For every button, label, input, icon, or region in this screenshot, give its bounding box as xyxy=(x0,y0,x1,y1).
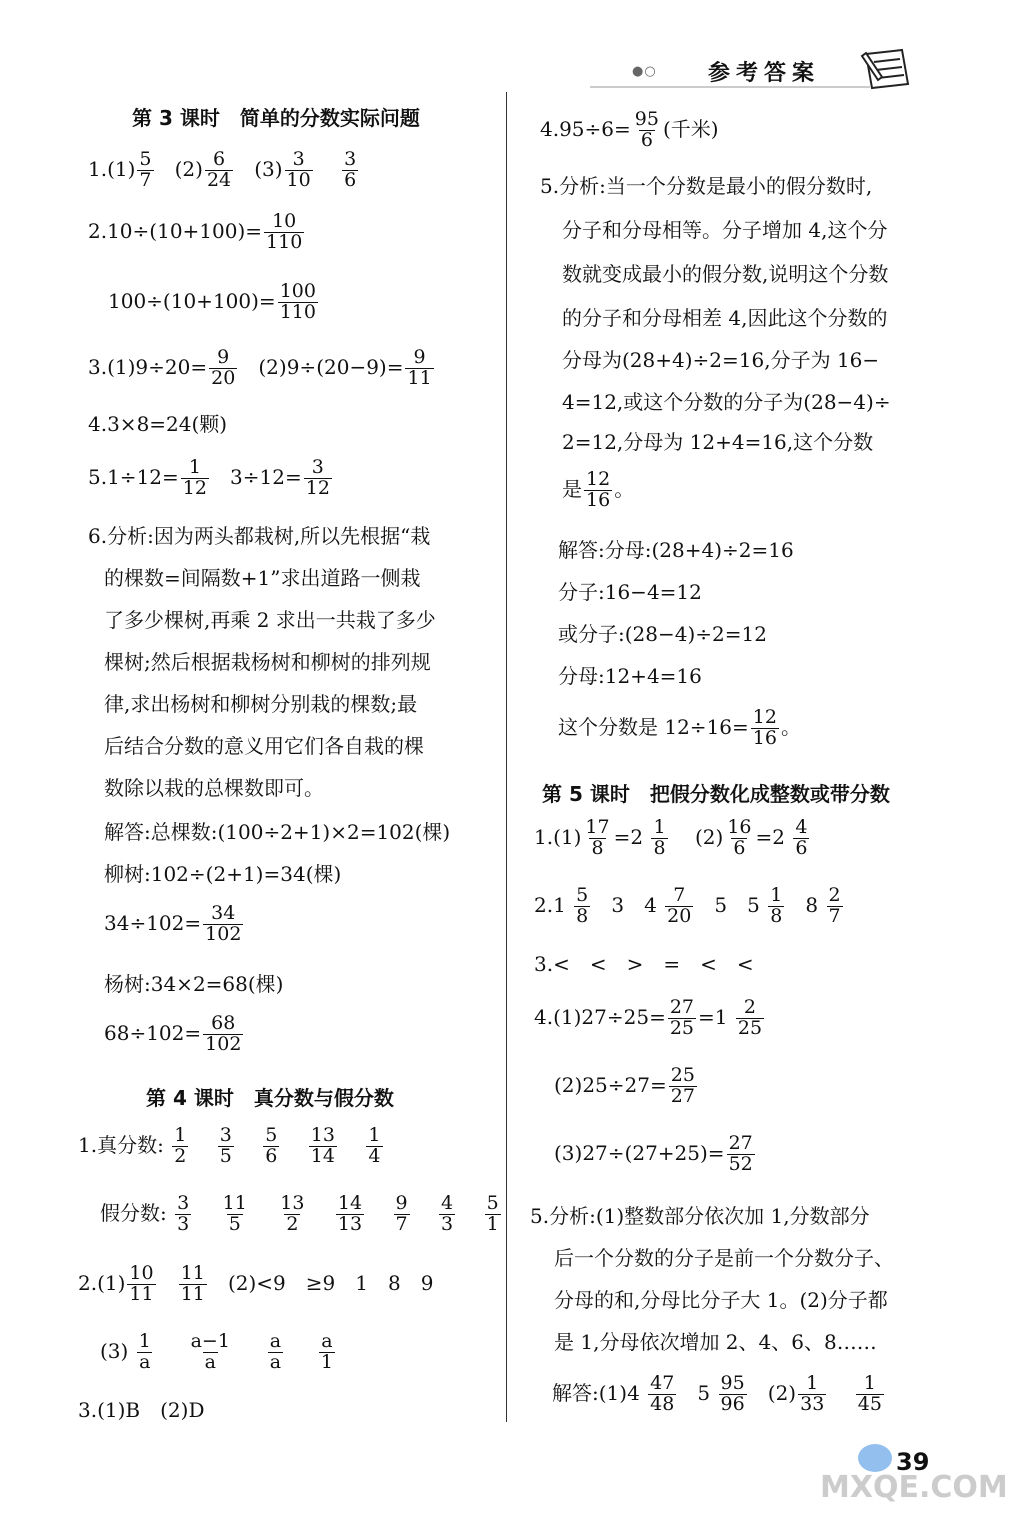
fraction: $\frac{3}{12}$ xyxy=(305,456,330,499)
analysis-line: 的棵数=间隔数+1”求出道路一侧栽 xyxy=(104,566,421,590)
s4-answer-3: 3.(1)B (2)D xyxy=(78,1398,205,1422)
solution-line: 这个分数是 12÷16= $\frac{12}{16}$ 。 xyxy=(558,706,801,749)
fraction: $\frac{4}{6}$ xyxy=(795,816,808,859)
section-title-lesson3: 第 3 课时 简单的分数实际问题 xyxy=(132,106,420,130)
analysis-line: 4=12,或这个分数的分子为(28−4)÷ xyxy=(562,390,891,414)
fraction: $\frac{13}{2}$ xyxy=(280,1192,305,1235)
fraction: $\frac{4}{3}$ xyxy=(441,1192,454,1235)
fraction: $\frac{5}{8}$ xyxy=(576,884,589,927)
fraction: $\frac{13}{14}$ xyxy=(310,1124,335,1167)
fraction: $\frac{3}{5}$ xyxy=(219,1124,232,1167)
fraction: $\frac{95}{6}$ xyxy=(634,108,659,151)
fraction: $\frac{100}{110}$ xyxy=(279,280,316,323)
s4-answer-1b: 假分数: $\frac{3}{3}$ $\frac{11}{5}$ $\frac{13}{2}$ $\frac{14}{13}$ $\frac{9}{7}$ $\frac{4}{3}$ $\frac{5}{1}$ xyxy=(100,1192,499,1235)
page-number: 39 xyxy=(896,1448,930,1476)
fraction: $\frac{3}{6}$ xyxy=(344,148,357,191)
answer-1: 1.(1) $\frac{5}{7}$ (2) $\frac{6}{24}$ (3) $\frac{3}{10}$ $\frac{3}{6}$ xyxy=(88,148,357,191)
fraction: $\frac{5}{7}$ xyxy=(139,148,152,191)
solution-line: 杨树:34×2=68(棵) xyxy=(104,972,284,996)
analysis-line: 律,求出杨树和柳树分别栽的棵数;最 xyxy=(104,692,418,716)
analysis-line: 后一个分数的分子是前一个分数分子、 xyxy=(554,1246,894,1270)
analysis-line: 分母的和,分母比分子大 1。(2)分子都 xyxy=(554,1288,888,1312)
answer-2a: 2.10÷(10+100)= $\frac{10}{110}$ xyxy=(88,210,303,253)
fraction: $\frac{9}{7}$ xyxy=(395,1192,408,1235)
fraction: $\frac{3}{10}$ xyxy=(286,148,311,191)
fraction: $\frac{11}{11}$ xyxy=(180,1262,205,1305)
s5-answer-2: 2.1 $\frac{5}{8}$ 3 4 $\frac{7}{20}$ 5 5 $\frac{1}{8}$ 8 $\frac{2}{7}$ xyxy=(534,884,841,927)
analysis-line: 棵树;然后根据栽杨树和柳树的排列规 xyxy=(104,650,431,674)
s5-answer-5: 解答:(1)4 $\frac{47}{48}$ 5 $\frac{95}{96}$ (2) $\frac{1}{33}$ $\frac{1}{45}$ xyxy=(552,1372,882,1415)
analysis-line: 是 1,分母依次增加 2、4、6、8…… xyxy=(554,1330,877,1354)
fraction: $\frac{3}{3}$ xyxy=(177,1192,190,1235)
fraction: $\frac{1}{33}$ xyxy=(800,1372,825,1415)
fraction: $\frac{9}{20}$ xyxy=(211,346,236,389)
solution-line: 或分子:(28−4)÷2=12 xyxy=(558,622,767,646)
analysis-line: 的分子和分母相差 4,因此这个分数的 xyxy=(562,306,888,330)
fraction: $\frac{5}{6}$ xyxy=(265,1124,278,1167)
answer-3: 3.(1)9÷20= $\frac{9}{20}$ (2)9÷(20−9)= $\frac{9}{11}$ xyxy=(88,346,432,389)
fraction: $\frac{25}{27}$ xyxy=(670,1064,695,1107)
analysis-line: 数就变成最小的假分数,说明这个分数 xyxy=(562,262,889,286)
fraction: $\frac{95}{96}$ xyxy=(720,1372,745,1415)
s4-answer-2a: 2.(1) $\frac{10}{11}$ $\frac{11}{11}$ (2)<9 ≥9 1 8 9 xyxy=(78,1262,434,1305)
fraction: $\frac{2}{25}$ xyxy=(737,996,763,1039)
fraction: $\frac{1}{a}$ xyxy=(138,1330,151,1373)
fraction: $\frac{1}{8}$ xyxy=(770,884,783,927)
fraction: $\frac{9}{11}$ xyxy=(407,346,432,389)
analysis-line: 2=12,分母为 12+4=16,这个分数 xyxy=(562,430,874,454)
notebook-pencil-icon xyxy=(858,46,918,92)
header-rule xyxy=(590,86,870,88)
analysis-line: 是 $\frac{12}{16}$ 。 xyxy=(562,468,635,511)
fraction: $\frac{10}{110}$ xyxy=(266,210,303,253)
s5-answer-1: 1.(1) $\frac{17}{8}$ =2 $\frac{1}{8}$ (2) $\frac{16}{6}$ =2 $\frac{4}{6}$ xyxy=(534,816,808,859)
solution-line: 分子:16−4=12 xyxy=(558,580,702,604)
s5-answer-4a: 4.(1)27÷25= $\frac{27}{25}$ =1 $\frac{2}{25}$ xyxy=(534,996,763,1039)
s4-answer-1a: 1.真分数: $\frac{1}{2}$ $\frac{3}{5}$ $\frac{5}{6}$ $\frac{13}{14}$ $\frac{1}{4}$ xyxy=(78,1124,381,1167)
header-dots: ●○ xyxy=(632,64,657,79)
fraction: $\frac{27}{25}$ xyxy=(669,996,695,1039)
fraction: $\frac{68}{102}$ xyxy=(205,1012,242,1055)
fraction: $\frac{7}{20}$ xyxy=(667,884,692,927)
fraction: $\frac{1}{4}$ xyxy=(368,1124,381,1167)
fraction: $\frac{14}{13}$ xyxy=(337,1192,363,1235)
fraction: $\frac{47}{48}$ xyxy=(650,1372,675,1415)
s5-answer-3: 3.< < > = < < xyxy=(534,952,754,976)
solution-line: 34÷102= $\frac{34}{102}$ xyxy=(104,902,242,945)
analysis-line: 5.分析:当一个分数是最小的假分数时, xyxy=(540,174,873,198)
s5-answer-4b: (2)25÷27= $\frac{25}{27}$ xyxy=(554,1064,695,1107)
analysis-line: 了多少棵树,再乘 2 求出一共栽了多少 xyxy=(104,608,436,632)
analysis-line: 5.分析:(1)整数部分依次加 1,分数部分 xyxy=(530,1204,870,1228)
section-title-lesson4: 第 4 课时 真分数与假分数 xyxy=(146,1086,394,1110)
fraction: $\frac{17}{8}$ xyxy=(585,816,610,859)
s4-answer-2b: (3) $\frac{1}{a}$ $\frac{a-1}{a}$ $\frac{a}{a}$ $\frac{a}{1}$ xyxy=(100,1330,333,1373)
page-header xyxy=(590,50,950,92)
fraction: $\frac{10}{11}$ xyxy=(129,1262,154,1305)
answer-5: 5.1÷12= $\frac{1}{12}$ 3÷12= $\frac{3}{12}$ xyxy=(88,456,330,499)
fraction: $\frac{a-1}{a}$ xyxy=(190,1330,230,1373)
fraction: $\frac{11}{5}$ xyxy=(222,1192,247,1235)
header-title: 参考答案 xyxy=(708,61,821,86)
section-title-lesson5: 第 5 课时 把假分数化成整数或带分数 xyxy=(542,782,890,806)
answer-2b: 100÷(10+100)= $\frac{100}{110}$ xyxy=(108,280,316,323)
watermark-logo: MXQE.COM xyxy=(820,1470,1008,1505)
analysis-line: 分母为(28+4)÷2=16,分子为 16− xyxy=(562,348,880,372)
fraction: $\frac{1}{45}$ xyxy=(857,1372,882,1415)
solution-line: 解答:总棵数:(100÷2+1)×2=102(棵) xyxy=(104,820,451,844)
solution-line: 68÷102= $\frac{68}{102}$ xyxy=(104,1012,242,1055)
fraction: $\frac{1}{12}$ xyxy=(182,456,207,499)
column-divider xyxy=(506,92,507,1422)
fraction: $\frac{a}{a}$ xyxy=(269,1330,282,1373)
fraction: $\frac{2}{7}$ xyxy=(828,884,841,927)
fraction: $\frac{1}{2}$ xyxy=(174,1124,187,1167)
page-number-badge xyxy=(858,1444,892,1472)
s5-answer-4c: (3)27÷(27+25)= $\frac{27}{52}$ xyxy=(554,1132,753,1175)
solution-line: 柳树:102÷(2+1)=34(棵) xyxy=(104,862,342,886)
answer-r4: 4.95÷6= $\frac{95}{6}$ (千米) xyxy=(540,108,719,151)
fraction: $\frac{1}{8}$ xyxy=(653,816,666,859)
fraction: $\frac{6}{24}$ xyxy=(206,148,232,191)
solution-line: 解答:分母:(28+4)÷2=16 xyxy=(558,538,794,562)
fraction: $\frac{27}{52}$ xyxy=(728,1132,753,1175)
solution-line: 分母:12+4=16 xyxy=(558,664,702,688)
analysis-line: 分子和分母相等。分子增加 4,这个分 xyxy=(562,218,888,242)
analysis-line: 数除以栽的总棵数即可。 xyxy=(104,776,324,800)
fraction: $\frac{5}{1}$ xyxy=(486,1192,499,1235)
fraction: $\frac{34}{102}$ xyxy=(205,902,242,945)
fraction: $\frac{12}{16}$ xyxy=(586,468,611,511)
analysis-line: 后结合分数的意义用它们各自栽的棵 xyxy=(104,734,424,758)
fraction: $\frac{a}{1}$ xyxy=(320,1330,333,1373)
analysis-line: 6.分析:因为两头都栽树,所以先根据“栽 xyxy=(88,524,431,548)
fraction: $\frac{16}{6}$ xyxy=(727,816,752,859)
fraction: $\frac{12}{16}$ xyxy=(752,706,777,749)
answer-4: 4.3×8=24(颗) xyxy=(88,412,228,436)
